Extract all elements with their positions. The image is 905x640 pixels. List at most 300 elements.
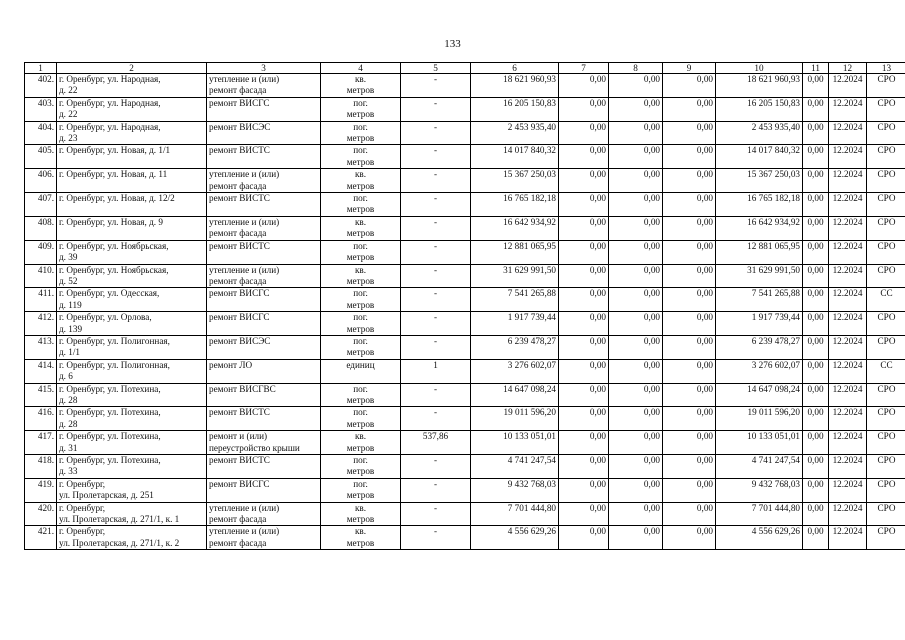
- date-cell-line: 12.2024: [832, 288, 863, 299]
- cost-cell-line: 0,00: [807, 74, 824, 84]
- address-cell-line: д. 22: [59, 109, 78, 120]
- cost-cell: [559, 74, 609, 98]
- source-cell-line: СРО: [877, 145, 896, 156]
- cost-cell: [609, 312, 663, 336]
- source-cell-line: СРО: [877, 335, 896, 346]
- unit-cell-line: метров: [346, 299, 375, 310]
- unit-cell: [321, 169, 401, 193]
- address-cell: [57, 264, 207, 288]
- cost-cell-line: 0,00: [696, 431, 713, 442]
- total-cost-cell-line: 12 881 065,95: [503, 240, 556, 251]
- work-type-cell: [207, 216, 321, 240]
- address-cell-line: д. 28: [59, 394, 78, 405]
- address-cell: [57, 240, 207, 264]
- total-cost-cell-line: 4 556 629,26: [507, 526, 556, 537]
- unit-cell: [321, 145, 401, 169]
- unit-cell: [321, 193, 401, 217]
- unit-cell: [321, 478, 401, 502]
- cost-cell-line: 14 647 098,24: [747, 383, 800, 394]
- work-type-cell: [207, 431, 321, 455]
- address-cell-line: д. 119: [59, 299, 82, 310]
- cost-cell: [559, 431, 609, 455]
- unit-cell-line: кв.: [354, 74, 367, 84]
- cost-cell-line: 0,00: [643, 312, 660, 323]
- address-cell: [57, 431, 207, 455]
- row-number-line: 403.: [37, 97, 54, 108]
- date-cell: [829, 97, 867, 121]
- row-number-line: 417.: [37, 431, 54, 442]
- cost-cell: [803, 169, 829, 193]
- source-cell: [867, 121, 905, 145]
- work-type-cell: [207, 407, 321, 431]
- address-cell-line: г. Оренбург, ул. Потехина,: [59, 431, 161, 442]
- cost-cell-line: 0,00: [643, 478, 660, 489]
- work-type-cell: [207, 264, 321, 288]
- total-cost-cell-line: 4 741 247,54: [507, 455, 556, 465]
- total-cost-cell-line: 31 629 991,50: [503, 264, 556, 275]
- address-cell-line: г. Оренбург, ул. Народная,: [59, 121, 161, 132]
- work-type-cell-line: ремонт ВИСГС: [209, 478, 270, 489]
- date-cell: [829, 359, 867, 383]
- work-type-cell-line: [209, 395, 318, 406]
- volume-cell: [401, 169, 471, 193]
- address-cell-line: г. Оренбург, ул. Новая, д. 11: [59, 169, 168, 180]
- cost-cell: [803, 431, 829, 455]
- work-type-cell-line: ремонт фасада: [209, 228, 267, 239]
- cost-cell-line: 0,00: [807, 478, 824, 489]
- unit-cell-line: пог.: [353, 383, 368, 394]
- cost-cell-line: 0,00: [696, 74, 713, 84]
- volume-cell-line: -: [433, 526, 438, 537]
- cost-cell: [803, 97, 829, 121]
- total-cost-cell: [471, 359, 559, 383]
- work-type-cell: [207, 193, 321, 217]
- row-number-line: 408.: [37, 216, 54, 227]
- total-cost-cell-line: 7 701 444,80: [507, 502, 556, 513]
- table-row: [25, 97, 905, 121]
- cost-cell-line: 0,00: [696, 216, 713, 227]
- unit-cell: [321, 240, 401, 264]
- unit-cell-line: метров: [346, 156, 375, 167]
- volume-cell-line: -: [433, 312, 438, 323]
- total-cost-cell-line: 7 541 265,88: [507, 288, 556, 299]
- total-cost-cell: [471, 288, 559, 312]
- date-cell: [829, 193, 867, 217]
- date-cell-line: 12.2024: [832, 264, 863, 275]
- table-body: [25, 74, 905, 550]
- cost-cell: [803, 526, 829, 550]
- header-row: [25, 63, 905, 74]
- unit-cell-line: метров: [346, 537, 375, 548]
- unit-cell-line: пог.: [353, 240, 368, 251]
- row-number-line: 404.: [37, 121, 54, 132]
- date-cell: [829, 121, 867, 145]
- volume-cell: [401, 502, 471, 526]
- source-cell-line: СРО: [877, 193, 896, 204]
- date-cell: [829, 526, 867, 550]
- cost-cell-line: 0,00: [696, 455, 713, 465]
- table-row: [25, 264, 905, 288]
- cost-cell-line: 0,00: [643, 74, 660, 84]
- row-number: [25, 526, 57, 550]
- work-type-cell-line: ремонт ВИСГС: [209, 97, 270, 108]
- cost-cell-line: 0,00: [643, 407, 660, 418]
- row-number: [25, 193, 57, 217]
- source-cell: [867, 145, 905, 169]
- cost-cell: [609, 478, 663, 502]
- cost-cell-line: 0,00: [696, 264, 713, 275]
- date-cell-line: 12.2024: [832, 312, 863, 323]
- address-cell: [57, 74, 207, 98]
- source-cell: [867, 216, 905, 240]
- cost-cell: [803, 312, 829, 336]
- date-cell: [829, 74, 867, 98]
- volume-cell: [401, 431, 471, 455]
- table-row: [25, 335, 905, 359]
- row-number-line: 421.: [37, 526, 54, 537]
- address-cell-line: г. Оренбург, ул. Полигонная,: [59, 359, 170, 370]
- work-type-cell-line: ремонт фасада: [209, 275, 267, 286]
- cost-cell-line: 0,00: [807, 97, 824, 108]
- cost-cell: [663, 216, 716, 240]
- total-cost-cell: [471, 383, 559, 407]
- source-cell-line: СРО: [877, 240, 896, 251]
- work-type-cell-line: ремонт ЛО: [209, 359, 253, 370]
- source-cell: [867, 431, 905, 455]
- cost-cell-line: 0,00: [807, 288, 824, 299]
- table-row: [25, 74, 905, 98]
- cost-cell-line: 0,00: [589, 145, 606, 156]
- cost-cell-line: 0,00: [643, 240, 660, 251]
- cost-cell-line: 0,00: [643, 97, 660, 108]
- work-type-cell: [207, 240, 321, 264]
- source-cell-line: СРО: [877, 455, 896, 465]
- unit-cell: [321, 335, 401, 359]
- cost-cell: [609, 526, 663, 550]
- row-number: [25, 145, 57, 169]
- cost-cell: [663, 288, 716, 312]
- cost-cell-line: 12 881 065,95: [747, 240, 800, 251]
- volume-cell: [401, 193, 471, 217]
- address-cell-line: [59, 228, 204, 239]
- volume-cell-line: -: [433, 264, 438, 275]
- cost-cell: [716, 97, 803, 121]
- col-header: 2: [57, 63, 207, 74]
- total-cost-cell-line: 19 011 596,20: [503, 407, 556, 418]
- source-cell: [867, 455, 905, 479]
- source-cell: [867, 502, 905, 526]
- work-type-cell-line: [209, 466, 318, 477]
- date-cell: [829, 312, 867, 336]
- date-cell-line: 12.2024: [832, 169, 863, 180]
- source-cell: [867, 407, 905, 431]
- total-cost-cell: [471, 526, 559, 550]
- unit-cell: [321, 97, 401, 121]
- unit-cell-line: метров: [346, 394, 375, 405]
- unit-cell-line: кв.: [354, 264, 367, 275]
- date-cell: [829, 335, 867, 359]
- cost-cell: [803, 145, 829, 169]
- work-type-cell-line: ремонт ВИСЭС: [209, 335, 271, 346]
- cost-cell-line: 0,00: [643, 383, 660, 394]
- cost-cell: [716, 502, 803, 526]
- volume-cell: [401, 240, 471, 264]
- date-cell-line: 12.2024: [832, 431, 863, 442]
- table-row: [25, 312, 905, 336]
- cost-cell: [609, 407, 663, 431]
- row-number: [25, 312, 57, 336]
- cost-cell: [559, 478, 609, 502]
- cost-cell: [559, 169, 609, 193]
- address-cell: [57, 359, 207, 383]
- address-cell: [57, 455, 207, 479]
- total-cost-cell: [471, 431, 559, 455]
- address-cell: [57, 288, 207, 312]
- cost-cell: [716, 383, 803, 407]
- table-row: [25, 383, 905, 407]
- date-cell: [829, 264, 867, 288]
- address-cell-line: д. 6: [59, 371, 73, 382]
- cost-cell: [716, 216, 803, 240]
- unit-cell-line: кв.: [354, 431, 367, 442]
- unit-cell-line: пог.: [353, 455, 368, 465]
- date-cell: [829, 502, 867, 526]
- unit-cell: [321, 407, 401, 431]
- work-type-cell-line: [209, 300, 318, 311]
- cost-cell-line: 0,00: [643, 359, 660, 370]
- volume-cell: [401, 335, 471, 359]
- volume-cell: [401, 312, 471, 336]
- cost-cell-line: 0,00: [589, 74, 606, 84]
- cost-cell-line: 0,00: [589, 407, 606, 418]
- cost-cell-line: 0,00: [807, 193, 824, 204]
- cost-cell: [663, 264, 716, 288]
- cost-cell: [803, 383, 829, 407]
- cost-cell-line: 19 011 596,20: [747, 407, 800, 418]
- volume-cell-line: -: [433, 121, 438, 132]
- cost-cell: [609, 288, 663, 312]
- work-type-cell-line: [209, 347, 318, 358]
- unit-cell-line: метров: [346, 133, 375, 144]
- unit-cell: [321, 455, 401, 479]
- volume-cell: [401, 359, 471, 383]
- cost-cell: [663, 526, 716, 550]
- date-cell-line: 12.2024: [832, 74, 863, 84]
- address-cell-line: г. Оренбург, ул. Новая, д. 9: [59, 216, 163, 227]
- cost-cell: [609, 216, 663, 240]
- row-number-line: 414.: [37, 359, 54, 370]
- row-number: [25, 288, 57, 312]
- cost-cell: [663, 335, 716, 359]
- cost-cell: [803, 407, 829, 431]
- work-type-cell-line: [209, 419, 318, 430]
- unit-cell: [321, 502, 401, 526]
- cost-cell: [609, 455, 663, 479]
- cost-cell: [716, 312, 803, 336]
- cost-cell-line: 0,00: [807, 145, 824, 156]
- cost-cell-line: 0,00: [807, 264, 824, 275]
- address-cell: [57, 97, 207, 121]
- unit-cell-line: метров: [346, 85, 375, 96]
- table-row: [25, 407, 905, 431]
- date-cell-line: 12.2024: [832, 145, 863, 156]
- cost-cell: [716, 455, 803, 479]
- cost-cell-line: 0,00: [696, 97, 713, 108]
- unit-cell: [321, 526, 401, 550]
- cost-cell-line: 0,00: [807, 240, 824, 251]
- work-type-cell: [207, 502, 321, 526]
- work-type-cell: [207, 359, 321, 383]
- date-cell: [829, 288, 867, 312]
- cost-cell: [803, 240, 829, 264]
- volume-cell-line: -: [433, 169, 438, 180]
- cost-cell: [609, 193, 663, 217]
- cost-cell: [559, 359, 609, 383]
- unit-cell-line: пог.: [353, 335, 368, 346]
- date-cell: [829, 455, 867, 479]
- source-cell: [867, 478, 905, 502]
- address-cell-line: [59, 181, 204, 192]
- unit-cell-line: пог.: [353, 312, 368, 323]
- total-cost-cell-line: 3 276 602,07: [507, 359, 556, 370]
- cost-cell-line: 0,00: [696, 335, 713, 346]
- source-cell-line: СРО: [877, 502, 896, 513]
- address-cell-line: г. Оренбург, ул. Ноябрьская,: [59, 240, 169, 251]
- total-cost-cell: [471, 169, 559, 193]
- row-number: [25, 502, 57, 526]
- cost-cell: [803, 264, 829, 288]
- table-row: [25, 288, 905, 312]
- unit-cell-line: пог.: [353, 121, 368, 132]
- volume-cell-line: -: [433, 335, 438, 346]
- source-cell-line: СС: [880, 359, 893, 370]
- work-type-cell-line: [209, 204, 318, 215]
- cost-cell-line: 16 642 934,92: [747, 216, 800, 227]
- total-cost-cell: [471, 502, 559, 526]
- work-type-cell: [207, 74, 321, 98]
- work-type-cell: [207, 526, 321, 550]
- address-cell: [57, 193, 207, 217]
- cost-cell: [559, 264, 609, 288]
- row-number-line: 411.: [38, 288, 54, 299]
- unit-cell: [321, 312, 401, 336]
- row-number-line: 407.: [37, 193, 54, 204]
- total-cost-cell: [471, 312, 559, 336]
- cost-cell-line: 0,00: [696, 502, 713, 513]
- col-header: 13: [867, 63, 905, 74]
- address-cell-line: д. 139: [59, 323, 83, 334]
- date-cell: [829, 478, 867, 502]
- table-row: [25, 216, 905, 240]
- total-cost-cell: [471, 216, 559, 240]
- address-cell-line: г. Оренбург, ул. Народная,: [59, 74, 161, 84]
- table-row: [25, 502, 905, 526]
- cost-cell-line: 0,00: [589, 193, 606, 204]
- row-number: [25, 240, 57, 264]
- cost-cell-line: 0,00: [696, 193, 713, 204]
- cost-cell: [663, 97, 716, 121]
- unit-cell-line: [323, 371, 398, 382]
- work-type-cell-line: ремонт ВИСГВС: [209, 383, 276, 394]
- cost-cell-line: 0,00: [696, 145, 713, 156]
- cost-cell: [663, 359, 716, 383]
- total-cost-cell-line: 9 432 768,03: [507, 478, 556, 489]
- address-cell-line: г. Оренбург, ул. Потехина,: [59, 407, 161, 418]
- total-cost-cell: [471, 478, 559, 502]
- cost-cell: [716, 407, 803, 431]
- cost-cell: [716, 240, 803, 264]
- col-header: 4: [321, 63, 401, 74]
- work-type-cell-line: [209, 109, 318, 120]
- cost-cell-line: 0,00: [696, 121, 713, 132]
- volume-cell-line: -: [433, 145, 438, 156]
- cost-cell: [559, 145, 609, 169]
- total-cost-cell-line: 16 205 150,83: [503, 97, 556, 108]
- cost-cell-line: 0,00: [589, 216, 606, 227]
- volume-cell: [401, 288, 471, 312]
- cost-cell: [663, 169, 716, 193]
- work-type-cell-line: [209, 133, 318, 144]
- cost-cell: [716, 169, 803, 193]
- total-cost-cell: [471, 145, 559, 169]
- date-cell: [829, 431, 867, 455]
- table-row: [25, 240, 905, 264]
- total-cost-cell: [471, 264, 559, 288]
- cost-cell-line: 16 205 150,83: [747, 97, 800, 108]
- work-type-cell: [207, 383, 321, 407]
- unit-cell-line: метров: [346, 180, 375, 191]
- work-type-cell-line: ремонт ВИСЭС: [209, 121, 271, 132]
- cost-cell-line: 0,00: [643, 526, 660, 537]
- work-type-cell: [207, 97, 321, 121]
- cost-cell-line: 0,00: [589, 335, 606, 346]
- unit-cell-line: метров: [346, 490, 375, 501]
- col-header: 10: [716, 63, 803, 74]
- cost-cell: [609, 97, 663, 121]
- volume-cell-line: 537,86: [422, 431, 449, 442]
- source-cell: [867, 288, 905, 312]
- source-cell-line: СРО: [877, 169, 896, 180]
- cost-cell-line: 0,00: [807, 526, 824, 537]
- volume-cell-line: -: [433, 502, 438, 513]
- work-type-cell-line: ремонт ВИСГС: [209, 288, 270, 299]
- address-cell: [57, 312, 207, 336]
- cost-cell-line: 4 556 629,26: [751, 526, 800, 537]
- cost-cell-line: 0,00: [696, 288, 713, 299]
- total-cost-cell: [471, 455, 559, 479]
- table-row: [25, 121, 905, 145]
- date-cell-line: 12.2024: [832, 359, 863, 370]
- total-cost-cell-line: 18 621 960,93: [503, 74, 556, 84]
- cost-cell-line: 0,00: [643, 455, 660, 465]
- address-cell-line: г. Оренбург, ул. Полигонная,: [59, 335, 170, 346]
- date-cell-line: 12.2024: [832, 216, 863, 227]
- address-cell: [57, 169, 207, 193]
- cost-cell-line: 0,00: [643, 145, 660, 156]
- date-cell-line: 12.2024: [832, 526, 863, 537]
- row-number: [25, 97, 57, 121]
- work-type-cell: [207, 145, 321, 169]
- cost-cell: [803, 478, 829, 502]
- total-cost-cell-line: 6 239 478,27: [507, 335, 556, 346]
- total-cost-cell-line: 2 453 935,40: [507, 121, 556, 132]
- source-cell: [867, 383, 905, 407]
- address-cell-line: г. Оренбург, ул. Одесская,: [59, 288, 160, 299]
- col-header: 7: [559, 63, 609, 74]
- volume-cell-line: -: [433, 216, 438, 227]
- unit-cell-line: пог.: [353, 288, 368, 299]
- source-cell-line: СРО: [877, 383, 896, 394]
